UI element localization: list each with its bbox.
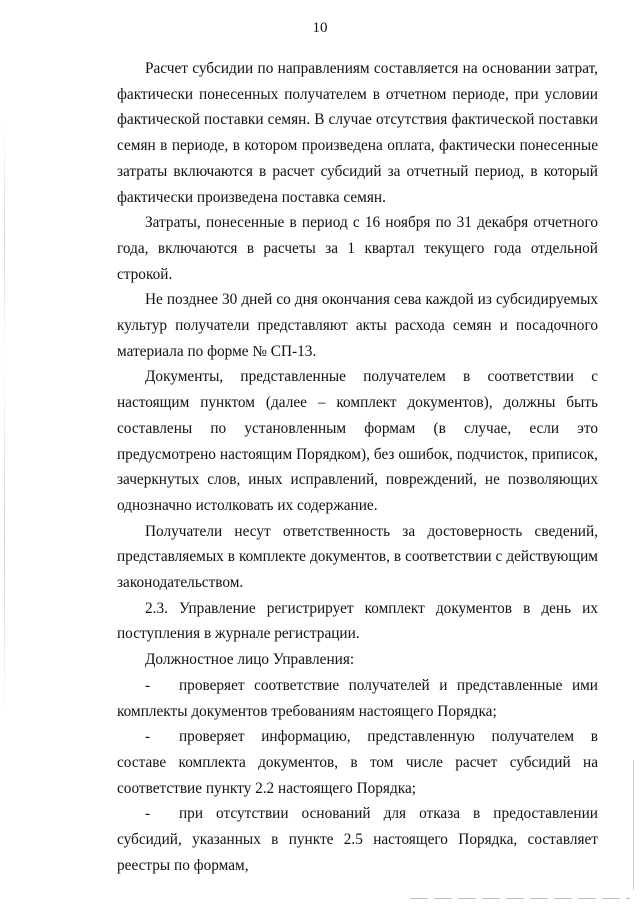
scan-edge-right [633,760,634,890]
list-item-registers [117,801,598,878]
list-dash: - [145,676,151,694]
page-number: 10 [312,20,328,36]
scan-edge-left [4,120,5,720]
paragraph-registration: 2.3. Управление регистрирует комплект документов в день их поступления в журнале регистрации. [117,599,598,643]
document-body [117,56,598,879]
paragraph-seed-acts: Не позднее 30 дней со дня окончания сева каждой из субсидируемых культур получатели представляют акты расхода семян и посадочного материала по форме № СП-13. [117,291,598,360]
paragraph-document-set: Документы, представленные получателем в соответствии с настоящим пунктом (далее – комплект документов), должны быть составлены по установленным формам (в случае, если это предусмотрено настоящим Порядком), без ошибок, подчисток, приписок, зачеркнутых слов, иных исправлений, повреждений, не позволяющих однозначно истолковать их содержание. [117,368,598,514]
list-dash: - [145,728,151,746]
list-item-text: при отсутствии оснований для отказа в предоставлении субсидий, указанных в пункте 2.5 настоящего Порядка, составляет реестры по формам, [117,805,598,874]
paragraph-subsidy-calculation: Расчет субсидии по направлениям составляется на основании затрат, фактически понесенных получателем в отчетном периоде, при условии фактической поставки семян. В случае отсутствия фактической поставки семян в периоде, в котором произведена оплата, фактически понесенные затраты включаются в расчет субсидий за отчетный период, в который фактически произведена поставка семян. [117,60,598,206]
paragraph-official: Должностное лицо Управления: [145,651,355,669]
list-dash: - [145,805,151,823]
list-item-text: проверяет соответствие получателей и представленные ими комплекты документов требованиям настоящего Порядка; [117,676,598,720]
list-item-text: проверяет информацию, представленную получателем в составе комплекта документов, в том числе расчет субсидий на соответствие пункту 2.2 настоящего Порядка; [117,728,598,797]
list-item-check-compliance [117,673,598,724]
paragraph-responsibility: Получатели несут ответственность за достоверность сведений, представляемых в комплекте документов, в соответствии с действующим законодательством. [117,522,598,592]
paragraph-costs-period: Затраты, понесенные в период с 16 ноября по 31 декабря отчетного года, включаются в расчеты за 1 квартал текущего года отдельной строкой. [117,214,598,283]
list-item-check-information [117,724,598,801]
scan-bottom-edge [410,898,630,899]
